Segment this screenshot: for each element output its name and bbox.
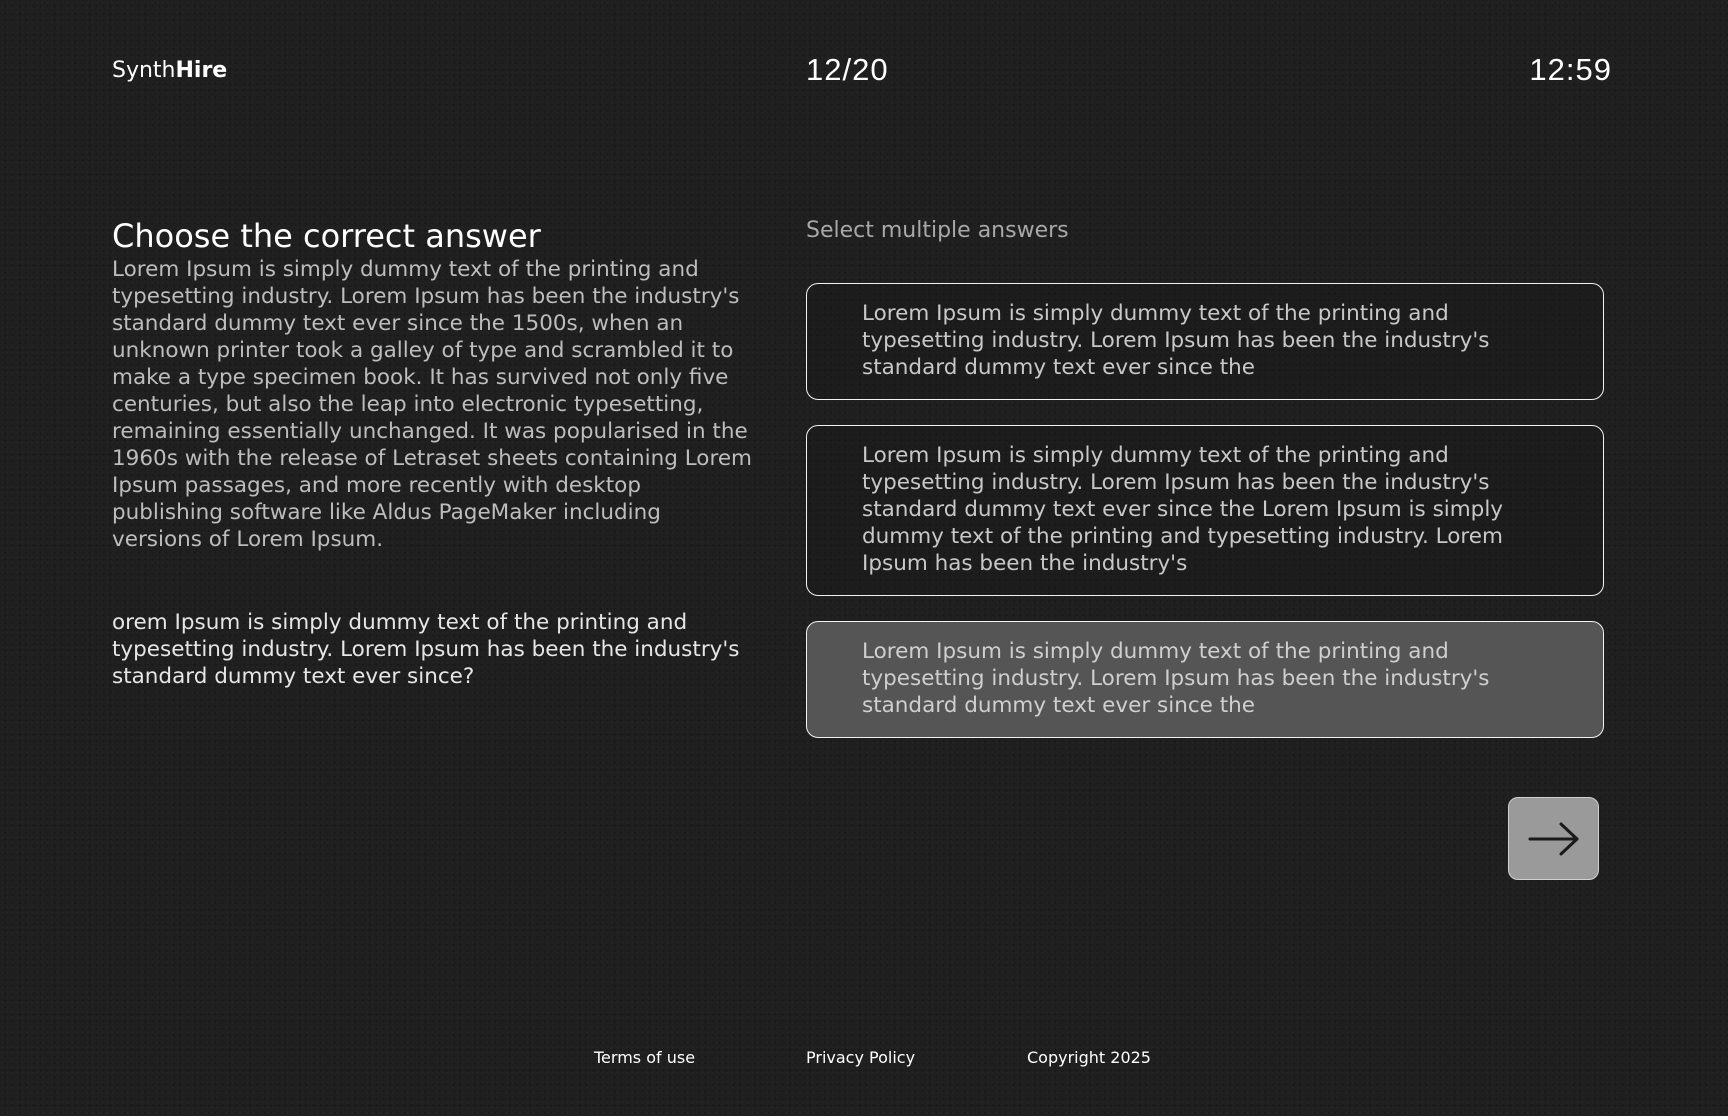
logo-light: Synth: [112, 58, 176, 83]
answer-option-3[interactable]: [806, 621, 1604, 738]
terms-link[interactable]: Terms of use: [594, 1048, 696, 1067]
answer-option-1[interactable]: [806, 283, 1604, 400]
copyright-text: Copyright 2025: [1027, 1048, 1151, 1067]
bottom-border: [0, 1116, 1728, 1120]
next-button[interactable]: [1508, 797, 1599, 880]
privacy-link[interactable]: Privacy Policy: [806, 1048, 916, 1067]
arrow-right-icon: [1528, 819, 1580, 859]
answer-hint: Select multiple answers: [806, 218, 1069, 243]
countdown-timer: 12:59: [1529, 52, 1612, 87]
answer-option-text: Lorem Ipsum is simply dummy text of the printing and typesetting industry. Lorem Ipsum has been the industry's standard dummy text ever since the Lorem Ipsum is simply dummy text of the printing and typesetting industry. Lorem Ipsum has been the industry's: [862, 443, 1504, 576]
answer-option-2[interactable]: [806, 425, 1604, 596]
answer-option-text: Lorem Ipsum is simply dummy text of the printing and typesetting industry. Lorem Ipsum has been the industry's standard dummy text ever since the: [862, 301, 1490, 380]
question-title: Choose the correct answer: [112, 217, 541, 255]
logo-bold: Hire: [175, 58, 228, 83]
logo[interactable]: [112, 58, 227, 83]
question-progress: 12/20: [806, 52, 889, 87]
answer-option-text: Lorem Ipsum is simply dummy text of the printing and typesetting industry. Lorem Ipsum has been the industry's standard dummy text ever since the: [862, 639, 1490, 718]
question-prompt: orem Ipsum is simply dummy text of the printing and typesetting industry. Lorem Ipsum has been the industry's standard dummy text ever since?: [112, 610, 740, 689]
answer-options: [806, 283, 1604, 763]
question-passage: Lorem Ipsum is simply dummy text of the printing and typesetting industry. Lorem Ipsum has been the industry's standard dummy text ever since the 1500s, when an unknown printer took a galley of type and scrambled it to make a type specimen book. It has survived not only five centuries, but also the leap into electronic typesetting, remaining essentially unchanged. It was popularised in the 1960s with the release of Letraset sheets containing Lorem Ipsum passages, and more recently with desktop publishing software like Aldus PageMaker including versions of Lorem Ipsum.: [112, 257, 753, 552]
question-panel: [112, 216, 752, 690]
